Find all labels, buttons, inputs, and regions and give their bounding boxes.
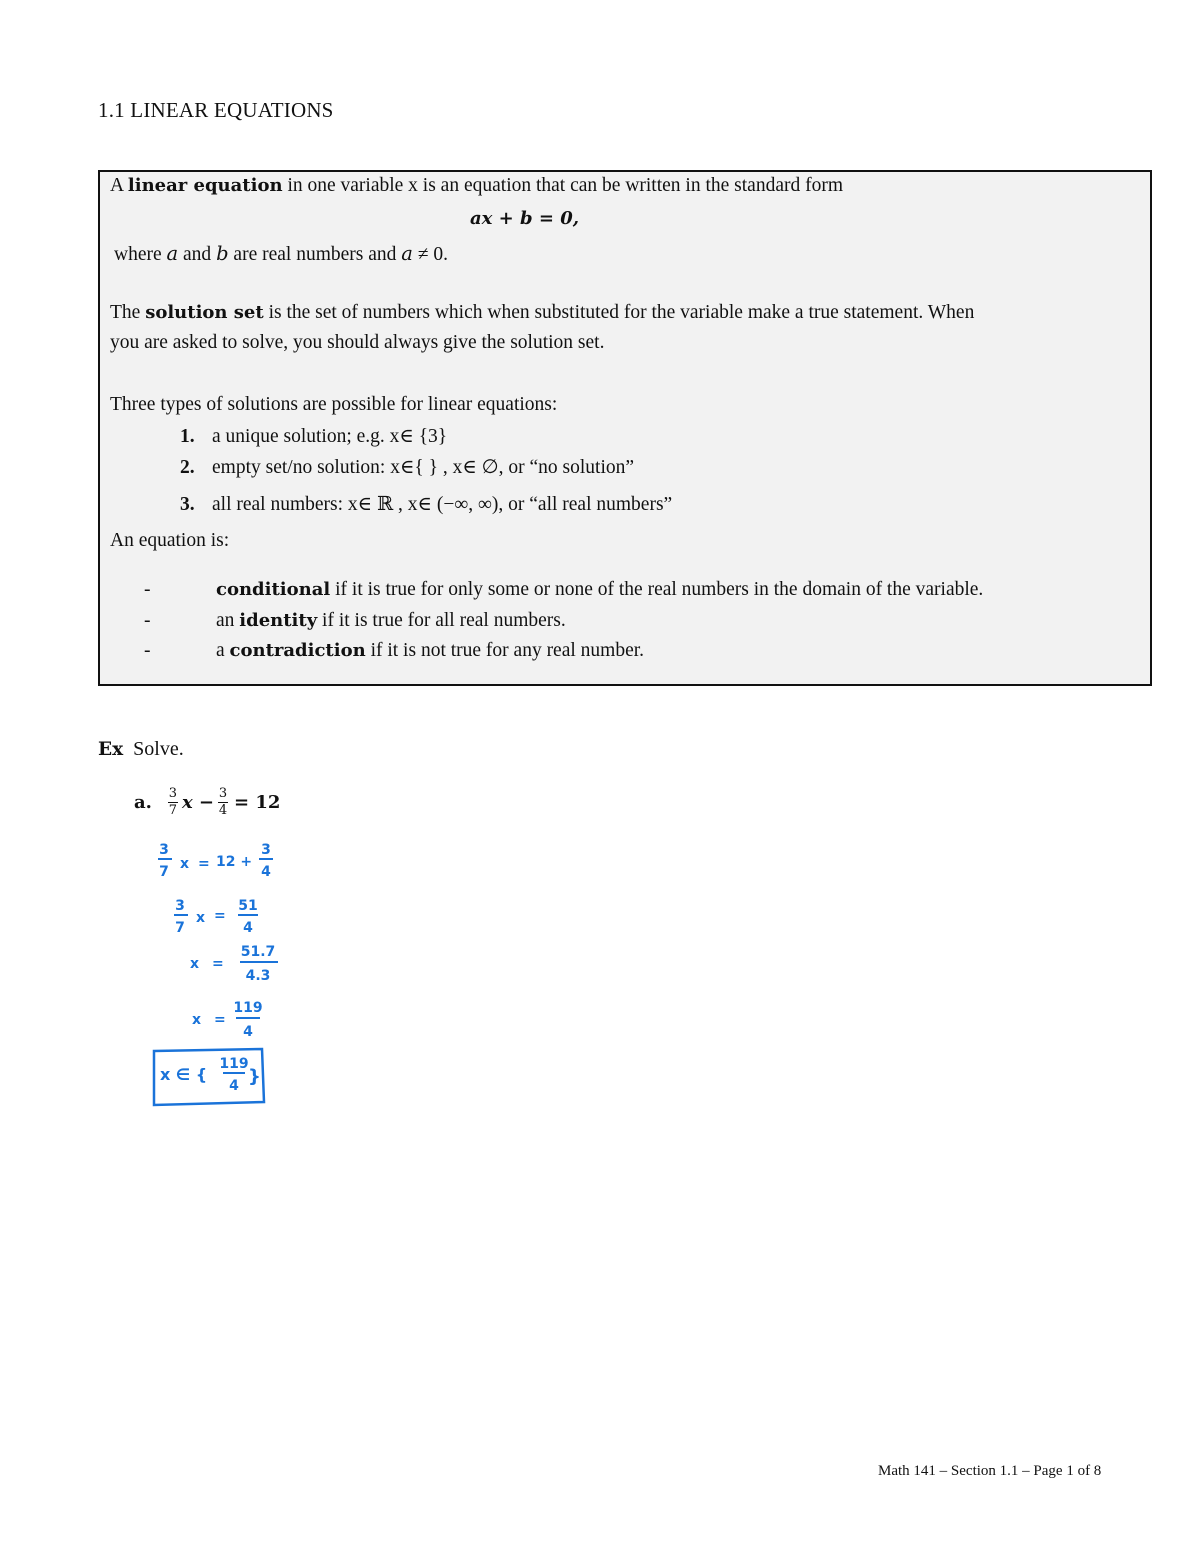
svg-text:x: x — [190, 956, 200, 972]
term-linear-equation: linear equation — [127, 175, 283, 196]
svg-text:51.7: 51.7 — [240, 944, 276, 960]
svg-text:3: 3 — [159, 842, 169, 858]
svg-text:4.3: 4.3 — [245, 968, 271, 984]
standard-form: ax + b = 0, — [470, 208, 580, 229]
solution-types-intro: Three types of solutions are possible for linear equations: — [110, 394, 558, 415]
example-heading — [98, 738, 184, 761]
svg-text:x ∈ {: x ∈ { — [160, 1065, 208, 1084]
example-instruction: Solve. — [133, 738, 184, 760]
svg-text:119: 119 — [233, 1000, 263, 1016]
svg-text:=: = — [214, 1012, 226, 1028]
svg-text:7: 7 — [175, 920, 185, 936]
svg-text:=: = — [214, 908, 226, 924]
definition-box — [98, 170, 1152, 686]
part-label: a. — [134, 792, 152, 813]
hw-step — [192, 1000, 263, 1040]
term-identity: identity — [239, 610, 318, 631]
equation-kinds-intro: An equation is: — [110, 530, 230, 551]
equation-kind-item: - an identity if it is true for all real numbers. — [144, 610, 566, 631]
solution-type-item: 1. a unique solution; e.g. x∈ {3} — [180, 426, 448, 447]
svg-text:=: = — [212, 956, 224, 972]
svg-text:12 +: 12 + — [216, 854, 253, 870]
equation-kind-item: - a contradiction if it is not true for any real number. — [144, 640, 645, 661]
svg-text:}: } — [248, 1066, 261, 1087]
page-title: 1.1 LINEAR EQUATIONS — [98, 98, 334, 122]
right-hand-side: = 12 — [234, 792, 281, 813]
svg-text:4: 4 — [261, 864, 271, 880]
example-problem-a — [134, 786, 280, 819]
svg-text:119: 119 — [219, 1056, 249, 1072]
svg-text:x: x — [196, 910, 206, 926]
hw-step — [190, 944, 278, 984]
variable: x − — [181, 792, 215, 813]
term-solution-set: solution set — [145, 302, 264, 323]
linear-equation-definition: A linear equation in one variable x is an equation that can be written in the standard form — [110, 175, 844, 196]
svg-text:7: 7 — [159, 864, 169, 880]
svg-text:x: x — [192, 1012, 202, 1028]
svg-text:4: 4 — [243, 1024, 253, 1040]
svg-text:4: 4 — [229, 1078, 239, 1094]
svg-text:51: 51 — [238, 898, 258, 914]
page-footer: Math 141 – Section 1.1 – Page 1 of 8 — [878, 1463, 1102, 1479]
where-clause: where a and b are real numbers and a ≠ 0. — [114, 242, 448, 265]
svg-text:4: 4 — [243, 920, 253, 936]
term-conditional: conditional — [216, 579, 331, 600]
solution-type-item: 2. empty set/no solution: x∈{ } , x∈ ∅, or “no solution” — [180, 457, 635, 478]
fraction: $\frac{3}{7}$ — [168, 786, 178, 818]
solution-set-instruction: you are asked to solve, you should always give the solution set. — [110, 332, 605, 353]
hw-boxed-answer — [154, 1049, 264, 1105]
svg-text:3: 3 — [175, 898, 185, 914]
hw-step — [174, 898, 258, 936]
handwritten-solution — [150, 840, 310, 1115]
equation-kind-item: - conditional if it is true for only some or none of the real numbers in the domain of the variable. — [144, 579, 984, 600]
fraction: $\frac{3}{4}$ — [218, 786, 228, 818]
svg-text:=: = — [198, 856, 210, 872]
term-contradiction: contradiction — [229, 640, 366, 661]
solution-set-definition: The solution set is the set of numbers which when substituted for the variable make a true statement. When — [110, 302, 975, 323]
hw-step — [158, 842, 273, 880]
solution-type-item: 3. all real numbers: x∈ ℝ , x∈ (−∞, ∞), or “all real numbers” — [180, 494, 673, 515]
example-label: Ex — [98, 739, 124, 760]
svg-text:3: 3 — [261, 842, 271, 858]
svg-text:x: x — [180, 856, 190, 872]
